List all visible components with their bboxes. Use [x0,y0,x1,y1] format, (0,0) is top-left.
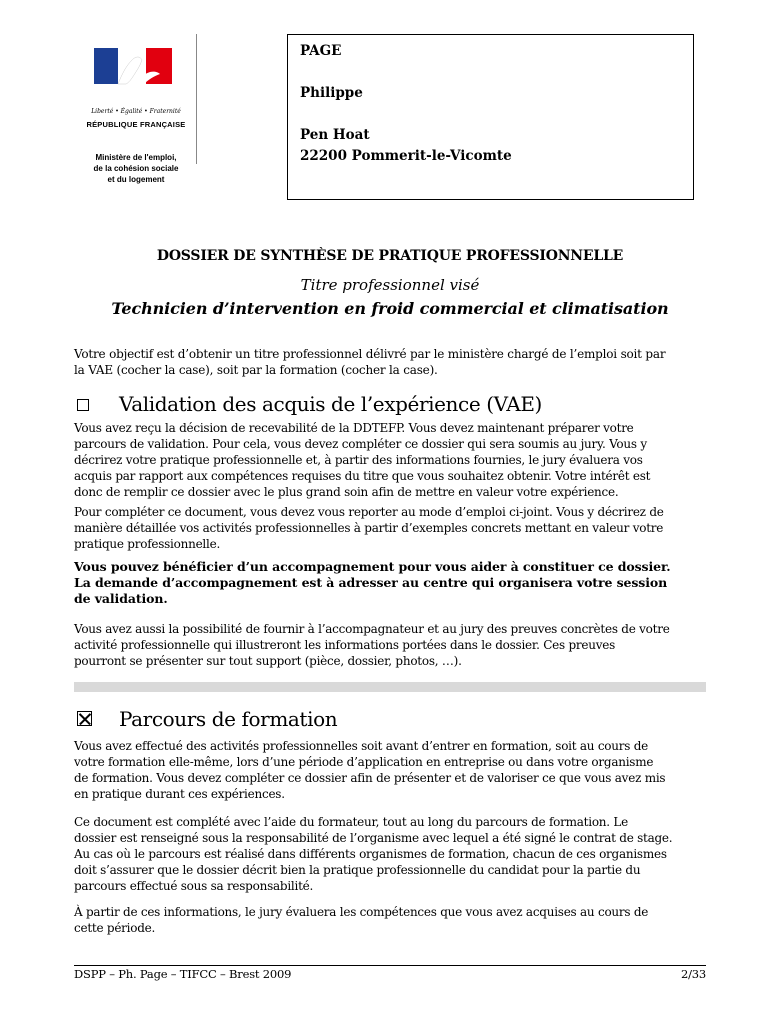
document-title: DOSSIER DE SYNTHÈSE DE PRATIQUE PROFESSIONNELLE [156,248,624,264]
vae-accompaniment-notice [74,559,706,607]
logo-republic: RÉPUBLIQUE FRANÇAISE [86,120,186,129]
text-line: activité professionnelle qui illustreront les informations portées dans le dossier. Ces preuves [74,638,615,652]
page-number: 2/33 [680,967,706,981]
section-divider [74,682,706,692]
document-subtitle: Titre professionnel visé [300,276,480,294]
vae-heading: Validation des acquis de l’expérience (VAE) [119,392,542,416]
vae-paragraph-2 [74,504,706,552]
text-line: parcours de validation. Pour cela, vous devez compléter ce dossier qui sera soumis au jury. Vous y [74,437,647,451]
vae-checkbox[interactable] [77,399,89,411]
vae-paragraph-1 [74,420,706,500]
text-line: Ce document est complété avec l’aide du formateur, tout au long du parcours de formation. Le [74,815,628,829]
candidate-first-name: Philippe [300,85,363,101]
candidate-street: Pen Hoat [300,127,370,143]
intro-line: la VAE (cocher la case), soit par la formation (cocher la case). [74,363,438,377]
text-line: Vous avez reçu la décision de recevabilité de la DDTEFP. Vous devez maintenant préparer votre [74,421,634,435]
text-line: pratique professionnelle. [74,537,221,551]
text-line: cette période. [74,921,156,935]
formation-paragraph-3 [74,904,706,936]
text-line: acquis par rapport aux compétences requises du titre que vous souhaitez obtenir. Votre intérêt est [74,469,651,483]
text-line: La demande d’accompagnement est à adresser au centre qui organisera votre session [74,575,668,590]
formation-paragraph-2 [74,814,706,894]
text-line: manière détaillée vos activités professionnelles à partir d’exemples concrets mettant en valeur votre [74,521,664,535]
logo-ministry-line: et du logement [107,175,165,184]
text-line: Vous avez effectué des activités professionnelles soit avant d’entrer en formation, soit au cours de [74,739,649,753]
candidate-address-box [287,34,694,200]
text-line: Vous avez aussi la possibilité de fournir à l’accompagnateur et au jury des preuves concrètes de votre [74,622,670,636]
text-line: parcours effectué sous sa responsabilité. [74,879,314,893]
job-title: Technicien d’intervention en froid commercial et climatisation [111,299,669,318]
text-line: de validation. [74,591,168,606]
text-line: pourront se présenter sur tout support (pièce, dossier, photos, …). [74,654,462,668]
text-line: décrirez votre pratique professionnelle et, à partir des informations fournies, le jury évaluera vos [74,453,643,467]
footer-reference: DSPP – Ph. Page – TIFCC – Brest 2009 [74,967,292,981]
text-line: Au cas où le parcours est réalisé dans différents organismes de formation, chacun de ces organismes [74,847,667,861]
vae-paragraph-4 [74,621,706,669]
formation-paragraph-1 [74,738,706,802]
candidate-last-name: PAGE [300,43,342,59]
text-line: de formation. Vous devez compléter ce dossier afin de présenter et de valoriser ce que vous avez mis [74,771,666,785]
text-line: doit s’assurer que le dossier décrit bien la pratique professionnelle du candidat pour la partie du [74,863,641,877]
intro-line: Votre objectif est d’obtenir un titre professionnel délivré par le ministère chargé de l’emploi soit par [74,347,666,361]
text-line: votre formation elle-même, lors d’une période d’application en entreprise ou dans votre organisme [74,755,654,769]
candidate-city: 22200 Pommerit-le-Vicomte [300,148,512,164]
text-line: en pratique durant ces expériences. [74,787,285,801]
text-line: À partir de ces informations, le jury évaluera les compétences que vous avez acquises au cours de [74,905,649,919]
logo-ministry-line: de la cohésion sociale [93,164,179,173]
intro-paragraph [74,346,706,378]
footer-rule [74,965,706,966]
logo-motto: Liberté • Égalité • Fraternité [91,108,181,115]
ministry-logo [74,34,197,184]
formation-heading: Parcours de formation [119,707,338,731]
text-line: Pour compléter ce document, vous devez vous reporter au mode d’emploi ci-joint. Vous y décrirez de [74,505,664,519]
text-line: dossier est renseigné sous la responsabilité de l’organisme avec lequel a été signé le contrat de stage. [74,831,673,845]
logo-ministry-line: Ministère de l'emploi, [95,153,177,162]
text-line: Vous pouvez bénéficier d’un accompagnement pour vous aider à constituer ce dossier. [74,559,671,574]
formation-checkbox[interactable] [77,711,92,726]
marianne-flag-icon [88,44,184,114]
text-line: donc de remplir ce dossier avec le plus grand soin afin de mettre en valeur votre expérience. [74,485,619,499]
logo-ministry [80,152,192,185]
